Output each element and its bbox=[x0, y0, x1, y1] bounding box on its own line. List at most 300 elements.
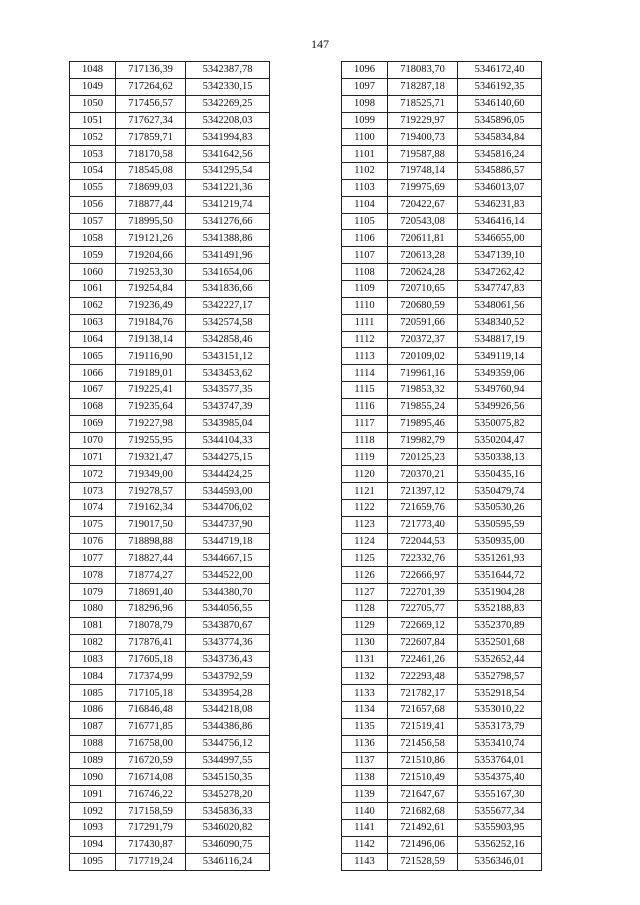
x-coordinate-cell: 719855,24 bbox=[388, 398, 458, 415]
point-number-cell: 1048 bbox=[70, 62, 116, 79]
point-number-cell: 1135 bbox=[342, 718, 388, 735]
x-coordinate-cell: 720680,59 bbox=[388, 297, 458, 314]
x-coordinate-cell: 717291,79 bbox=[116, 819, 186, 836]
point-number-cell: 1049 bbox=[70, 78, 116, 95]
point-number-cell: 1136 bbox=[342, 735, 388, 752]
table-row bbox=[70, 179, 270, 196]
x-coordinate-cell: 719227,98 bbox=[116, 415, 186, 432]
x-coordinate-cell: 719189,01 bbox=[116, 365, 186, 382]
x-coordinate-cell: 718296,96 bbox=[116, 601, 186, 618]
y-coordinate-cell: 5341654,06 bbox=[186, 264, 270, 281]
point-number-cell: 1078 bbox=[70, 567, 116, 584]
table-row bbox=[342, 129, 542, 146]
table-row bbox=[342, 348, 542, 365]
table-row bbox=[70, 836, 270, 853]
x-coordinate-cell: 720109,02 bbox=[388, 348, 458, 365]
y-coordinate-cell: 5350595,59 bbox=[458, 516, 542, 533]
point-number-cell: 1075 bbox=[70, 516, 116, 533]
table-row bbox=[342, 163, 542, 180]
x-coordinate-cell: 718170,58 bbox=[116, 146, 186, 163]
table-row bbox=[342, 62, 542, 79]
point-number-cell: 1107 bbox=[342, 247, 388, 264]
y-coordinate-cell: 5351904,28 bbox=[458, 584, 542, 601]
y-coordinate-cell: 5342858,46 bbox=[186, 331, 270, 348]
x-coordinate-cell: 719121,26 bbox=[116, 230, 186, 247]
y-coordinate-cell: 5344756,12 bbox=[186, 735, 270, 752]
y-coordinate-cell: 5349760,94 bbox=[458, 382, 542, 399]
table-row bbox=[342, 735, 542, 752]
y-coordinate-cell: 5348817,19 bbox=[458, 331, 542, 348]
table-row bbox=[342, 297, 542, 314]
point-number-cell: 1139 bbox=[342, 786, 388, 803]
y-coordinate-cell: 5341388,86 bbox=[186, 230, 270, 247]
point-number-cell: 1110 bbox=[342, 297, 388, 314]
y-coordinate-cell: 5348061,56 bbox=[458, 297, 542, 314]
x-coordinate-cell: 717430,87 bbox=[116, 836, 186, 853]
x-coordinate-cell: 718898,88 bbox=[116, 533, 186, 550]
y-coordinate-cell: 5349359,06 bbox=[458, 365, 542, 382]
y-coordinate-cell: 5350435,16 bbox=[458, 466, 542, 483]
y-coordinate-cell: 5350935,00 bbox=[458, 533, 542, 550]
x-coordinate-cell: 719587,88 bbox=[388, 146, 458, 163]
y-coordinate-cell: 5343747,39 bbox=[186, 398, 270, 415]
y-coordinate-cell: 5345836,33 bbox=[186, 803, 270, 820]
x-coordinate-cell: 716846,48 bbox=[116, 702, 186, 719]
y-coordinate-cell: 5344522,00 bbox=[186, 567, 270, 584]
point-number-cell: 1115 bbox=[342, 382, 388, 399]
y-coordinate-cell: 5348340,52 bbox=[458, 314, 542, 331]
y-coordinate-cell: 5349119,14 bbox=[458, 348, 542, 365]
table-row bbox=[342, 601, 542, 618]
x-coordinate-cell: 721496,06 bbox=[388, 836, 458, 853]
x-coordinate-cell: 718827,44 bbox=[116, 550, 186, 567]
point-number-cell: 1058 bbox=[70, 230, 116, 247]
point-number-cell: 1127 bbox=[342, 584, 388, 601]
y-coordinate-cell: 5353764,01 bbox=[458, 752, 542, 769]
y-coordinate-cell: 5346013,07 bbox=[458, 179, 542, 196]
y-coordinate-cell: 5353173,79 bbox=[458, 718, 542, 735]
x-coordinate-cell: 719229,97 bbox=[388, 112, 458, 129]
x-coordinate-cell: 718083,70 bbox=[388, 62, 458, 79]
y-coordinate-cell: 5341219,74 bbox=[186, 196, 270, 213]
x-coordinate-cell: 722293,48 bbox=[388, 668, 458, 685]
table-row bbox=[70, 398, 270, 415]
point-number-cell: 1094 bbox=[70, 836, 116, 853]
point-number-cell: 1054 bbox=[70, 163, 116, 180]
point-number-cell: 1105 bbox=[342, 213, 388, 230]
point-number-cell: 1126 bbox=[342, 567, 388, 584]
point-number-cell: 1113 bbox=[342, 348, 388, 365]
point-number-cell: 1070 bbox=[70, 432, 116, 449]
x-coordinate-cell: 720372,37 bbox=[388, 331, 458, 348]
y-coordinate-cell: 5341276,66 bbox=[186, 213, 270, 230]
table-row bbox=[70, 634, 270, 651]
x-coordinate-cell: 720422,67 bbox=[388, 196, 458, 213]
table-row bbox=[70, 735, 270, 752]
y-coordinate-cell: 5341836,66 bbox=[186, 280, 270, 297]
point-number-cell: 1129 bbox=[342, 617, 388, 634]
x-coordinate-cell: 718774,27 bbox=[116, 567, 186, 584]
table-row bbox=[342, 415, 542, 432]
y-coordinate-cell: 5342330,15 bbox=[186, 78, 270, 95]
table-row bbox=[70, 213, 270, 230]
x-coordinate-cell: 720591,66 bbox=[388, 314, 458, 331]
table-row bbox=[342, 146, 542, 163]
point-number-cell: 1106 bbox=[342, 230, 388, 247]
point-number-cell: 1130 bbox=[342, 634, 388, 651]
table-row bbox=[342, 449, 542, 466]
table-row bbox=[70, 230, 270, 247]
point-number-cell: 1128 bbox=[342, 601, 388, 618]
x-coordinate-cell: 719204,66 bbox=[116, 247, 186, 264]
table-row bbox=[342, 398, 542, 415]
point-number-cell: 1053 bbox=[70, 146, 116, 163]
table-row bbox=[70, 769, 270, 786]
point-number-cell: 1066 bbox=[70, 365, 116, 382]
table-row bbox=[342, 382, 542, 399]
point-number-cell: 1098 bbox=[342, 95, 388, 112]
x-coordinate-cell: 719236,49 bbox=[116, 297, 186, 314]
point-number-cell: 1088 bbox=[70, 735, 116, 752]
x-coordinate-cell: 720624,28 bbox=[388, 264, 458, 281]
x-coordinate-cell: 718078,79 bbox=[116, 617, 186, 634]
x-coordinate-cell: 719253,30 bbox=[116, 264, 186, 281]
point-number-cell: 1087 bbox=[70, 718, 116, 735]
table-row bbox=[70, 163, 270, 180]
point-number-cell: 1123 bbox=[342, 516, 388, 533]
table-row bbox=[342, 230, 542, 247]
table-row bbox=[342, 516, 542, 533]
table-row bbox=[70, 533, 270, 550]
table-row bbox=[70, 617, 270, 634]
y-coordinate-cell: 5350338,13 bbox=[458, 449, 542, 466]
x-coordinate-cell: 719184,76 bbox=[116, 314, 186, 331]
point-number-cell: 1086 bbox=[70, 702, 116, 719]
table-row bbox=[342, 331, 542, 348]
table-row bbox=[70, 752, 270, 769]
y-coordinate-cell: 5342574,58 bbox=[186, 314, 270, 331]
y-coordinate-cell: 5345896,05 bbox=[458, 112, 542, 129]
point-number-cell: 1104 bbox=[342, 196, 388, 213]
x-coordinate-cell: 717264,62 bbox=[116, 78, 186, 95]
point-number-cell: 1093 bbox=[70, 819, 116, 836]
x-coordinate-cell: 719961,16 bbox=[388, 365, 458, 382]
x-coordinate-cell: 721397,12 bbox=[388, 483, 458, 500]
table-row bbox=[342, 314, 542, 331]
x-coordinate-cell: 717605,18 bbox=[116, 651, 186, 668]
x-coordinate-cell: 717136,39 bbox=[116, 62, 186, 79]
point-number-cell: 1095 bbox=[70, 853, 116, 870]
y-coordinate-cell: 5344737,90 bbox=[186, 516, 270, 533]
point-number-cell: 1114 bbox=[342, 365, 388, 382]
x-coordinate-cell: 721657,68 bbox=[388, 702, 458, 719]
point-number-cell: 1065 bbox=[70, 348, 116, 365]
table-row bbox=[342, 718, 542, 735]
table-row bbox=[70, 415, 270, 432]
y-coordinate-cell: 5341221,36 bbox=[186, 179, 270, 196]
point-number-cell: 1131 bbox=[342, 651, 388, 668]
table-row bbox=[70, 803, 270, 820]
point-number-cell: 1138 bbox=[342, 769, 388, 786]
point-number-cell: 1112 bbox=[342, 331, 388, 348]
x-coordinate-cell: 721510,49 bbox=[388, 769, 458, 786]
y-coordinate-cell: 5346655,00 bbox=[458, 230, 542, 247]
table-row bbox=[70, 331, 270, 348]
y-coordinate-cell: 5344218,08 bbox=[186, 702, 270, 719]
x-coordinate-cell: 721510,86 bbox=[388, 752, 458, 769]
point-number-cell: 1091 bbox=[70, 786, 116, 803]
point-number-cell: 1141 bbox=[342, 819, 388, 836]
x-coordinate-cell: 720710,65 bbox=[388, 280, 458, 297]
table-row bbox=[342, 685, 542, 702]
table-row bbox=[70, 432, 270, 449]
x-coordinate-cell: 721519,41 bbox=[388, 718, 458, 735]
point-number-cell: 1092 bbox=[70, 803, 116, 820]
table-row bbox=[70, 365, 270, 382]
y-coordinate-cell: 5347262,42 bbox=[458, 264, 542, 281]
table-row bbox=[342, 78, 542, 95]
x-coordinate-cell: 722705,77 bbox=[388, 601, 458, 618]
point-number-cell: 1077 bbox=[70, 550, 116, 567]
table-row bbox=[70, 786, 270, 803]
table-row bbox=[342, 112, 542, 129]
x-coordinate-cell: 718691,40 bbox=[116, 584, 186, 601]
point-number-cell: 1052 bbox=[70, 129, 116, 146]
table-row bbox=[342, 264, 542, 281]
table-row bbox=[70, 129, 270, 146]
point-number-cell: 1057 bbox=[70, 213, 116, 230]
x-coordinate-cell: 719975,69 bbox=[388, 179, 458, 196]
y-coordinate-cell: 5351261,93 bbox=[458, 550, 542, 567]
point-number-cell: 1072 bbox=[70, 466, 116, 483]
x-coordinate-cell: 719235,64 bbox=[116, 398, 186, 415]
point-number-cell: 1117 bbox=[342, 415, 388, 432]
x-coordinate-cell: 717719,24 bbox=[116, 853, 186, 870]
y-coordinate-cell: 5350530,26 bbox=[458, 499, 542, 516]
x-coordinate-cell: 717876,41 bbox=[116, 634, 186, 651]
y-coordinate-cell: 5341491,96 bbox=[186, 247, 270, 264]
y-coordinate-cell: 5347747,83 bbox=[458, 280, 542, 297]
y-coordinate-cell: 5352370,89 bbox=[458, 617, 542, 634]
y-coordinate-cell: 5344706,02 bbox=[186, 499, 270, 516]
x-coordinate-cell: 719138,14 bbox=[116, 331, 186, 348]
y-coordinate-cell: 5352652,44 bbox=[458, 651, 542, 668]
x-coordinate-cell: 718545,08 bbox=[116, 163, 186, 180]
point-number-cell: 1116 bbox=[342, 398, 388, 415]
table-row bbox=[342, 567, 542, 584]
point-number-cell: 1089 bbox=[70, 752, 116, 769]
table-row bbox=[70, 499, 270, 516]
y-coordinate-cell: 5343453,62 bbox=[186, 365, 270, 382]
point-number-cell: 1061 bbox=[70, 280, 116, 297]
y-coordinate-cell: 5349926,56 bbox=[458, 398, 542, 415]
y-coordinate-cell: 5342269,25 bbox=[186, 95, 270, 112]
point-number-cell: 1062 bbox=[70, 297, 116, 314]
table-row bbox=[70, 62, 270, 79]
point-number-cell: 1080 bbox=[70, 601, 116, 618]
y-coordinate-cell: 5344593,00 bbox=[186, 483, 270, 500]
y-coordinate-cell: 5343736,43 bbox=[186, 651, 270, 668]
table-row bbox=[70, 550, 270, 567]
point-number-cell: 1055 bbox=[70, 179, 116, 196]
point-number-cell: 1122 bbox=[342, 499, 388, 516]
point-number-cell: 1142 bbox=[342, 836, 388, 853]
point-number-cell: 1082 bbox=[70, 634, 116, 651]
table-row bbox=[70, 567, 270, 584]
y-coordinate-cell: 5350075,82 bbox=[458, 415, 542, 432]
point-number-cell: 1085 bbox=[70, 685, 116, 702]
y-coordinate-cell: 5345150,35 bbox=[186, 769, 270, 786]
x-coordinate-cell: 716758,00 bbox=[116, 735, 186, 752]
table-row bbox=[70, 247, 270, 264]
table-row bbox=[70, 297, 270, 314]
table-row bbox=[342, 668, 542, 685]
point-number-cell: 1143 bbox=[342, 853, 388, 870]
x-coordinate-cell: 722607,84 bbox=[388, 634, 458, 651]
point-number-cell: 1056 bbox=[70, 196, 116, 213]
table-row bbox=[70, 483, 270, 500]
point-number-cell: 1083 bbox=[70, 651, 116, 668]
x-coordinate-cell: 718995,50 bbox=[116, 213, 186, 230]
y-coordinate-cell: 5352918,54 bbox=[458, 685, 542, 702]
point-number-cell: 1120 bbox=[342, 466, 388, 483]
x-coordinate-cell: 721528,59 bbox=[388, 853, 458, 870]
x-coordinate-cell: 721647,67 bbox=[388, 786, 458, 803]
table-row bbox=[70, 516, 270, 533]
x-coordinate-cell: 718287,18 bbox=[388, 78, 458, 95]
x-coordinate-cell: 718699,03 bbox=[116, 179, 186, 196]
table-row bbox=[342, 280, 542, 297]
table-row bbox=[342, 483, 542, 500]
point-number-cell: 1111 bbox=[342, 314, 388, 331]
point-number-cell: 1059 bbox=[70, 247, 116, 264]
point-number-cell: 1076 bbox=[70, 533, 116, 550]
table-row bbox=[70, 449, 270, 466]
point-number-cell: 1064 bbox=[70, 331, 116, 348]
x-coordinate-cell: 719748,14 bbox=[388, 163, 458, 180]
x-coordinate-cell: 719017,50 bbox=[116, 516, 186, 533]
x-coordinate-cell: 722332,76 bbox=[388, 550, 458, 567]
y-coordinate-cell: 5342227,17 bbox=[186, 297, 270, 314]
y-coordinate-cell: 5345278,20 bbox=[186, 786, 270, 803]
x-coordinate-cell: 720543,08 bbox=[388, 213, 458, 230]
table-row bbox=[342, 786, 542, 803]
y-coordinate-cell: 5350204,47 bbox=[458, 432, 542, 449]
point-number-cell: 1073 bbox=[70, 483, 116, 500]
table-row bbox=[342, 95, 542, 112]
x-coordinate-cell: 717158,59 bbox=[116, 803, 186, 820]
table-row bbox=[70, 718, 270, 735]
table-row bbox=[70, 196, 270, 213]
x-coordinate-cell: 719278,57 bbox=[116, 483, 186, 500]
table-row bbox=[70, 685, 270, 702]
point-number-cell: 1071 bbox=[70, 449, 116, 466]
y-coordinate-cell: 5347139,10 bbox=[458, 247, 542, 264]
point-number-cell: 1108 bbox=[342, 264, 388, 281]
y-coordinate-cell: 5350479,74 bbox=[458, 483, 542, 500]
x-coordinate-cell: 719349,00 bbox=[116, 466, 186, 483]
y-coordinate-cell: 5344424,25 bbox=[186, 466, 270, 483]
y-coordinate-cell: 5344275,15 bbox=[186, 449, 270, 466]
y-coordinate-cell: 5355677,34 bbox=[458, 803, 542, 820]
page-number: 147 bbox=[311, 37, 329, 51]
point-number-cell: 1074 bbox=[70, 499, 116, 516]
x-coordinate-cell: 721782,17 bbox=[388, 685, 458, 702]
table-row bbox=[70, 382, 270, 399]
y-coordinate-cell: 5352501,68 bbox=[458, 634, 542, 651]
table-row bbox=[342, 819, 542, 836]
table-row bbox=[342, 466, 542, 483]
y-coordinate-cell: 5354375,40 bbox=[458, 769, 542, 786]
y-coordinate-cell: 5346020,82 bbox=[186, 819, 270, 836]
table-row bbox=[342, 247, 542, 264]
x-coordinate-cell: 717859,71 bbox=[116, 129, 186, 146]
table-row bbox=[342, 365, 542, 382]
point-number-cell: 1063 bbox=[70, 314, 116, 331]
y-coordinate-cell: 5343774,36 bbox=[186, 634, 270, 651]
x-coordinate-cell: 718877,44 bbox=[116, 196, 186, 213]
x-coordinate-cell: 722669,12 bbox=[388, 617, 458, 634]
table-row bbox=[342, 550, 542, 567]
point-number-cell: 1067 bbox=[70, 382, 116, 399]
point-number-cell: 1103 bbox=[342, 179, 388, 196]
x-coordinate-cell: 719321,47 bbox=[116, 449, 186, 466]
point-number-cell: 1124 bbox=[342, 533, 388, 550]
x-coordinate-cell: 721682,68 bbox=[388, 803, 458, 820]
y-coordinate-cell: 5344056,55 bbox=[186, 601, 270, 618]
y-coordinate-cell: 5355167,30 bbox=[458, 786, 542, 803]
y-coordinate-cell: 5346172,40 bbox=[458, 62, 542, 79]
coordinates-table-right bbox=[341, 61, 542, 871]
y-coordinate-cell: 5353010,22 bbox=[458, 702, 542, 719]
table-row bbox=[342, 617, 542, 634]
point-number-cell: 1133 bbox=[342, 685, 388, 702]
y-coordinate-cell: 5343954,28 bbox=[186, 685, 270, 702]
point-number-cell: 1119 bbox=[342, 449, 388, 466]
table-row bbox=[70, 584, 270, 601]
x-coordinate-cell: 717456,57 bbox=[116, 95, 186, 112]
point-number-cell: 1100 bbox=[342, 129, 388, 146]
point-number-cell: 1134 bbox=[342, 702, 388, 719]
table-row bbox=[70, 280, 270, 297]
x-coordinate-cell: 719254,84 bbox=[116, 280, 186, 297]
point-number-cell: 1140 bbox=[342, 803, 388, 820]
y-coordinate-cell: 5355903,95 bbox=[458, 819, 542, 836]
x-coordinate-cell: 720125,23 bbox=[388, 449, 458, 466]
y-coordinate-cell: 5344719,18 bbox=[186, 533, 270, 550]
y-coordinate-cell: 5344386,86 bbox=[186, 718, 270, 735]
y-coordinate-cell: 5346192,35 bbox=[458, 78, 542, 95]
x-coordinate-cell: 720613,28 bbox=[388, 247, 458, 264]
y-coordinate-cell: 5343792,59 bbox=[186, 668, 270, 685]
y-coordinate-cell: 5342387,78 bbox=[186, 62, 270, 79]
x-coordinate-cell: 719895,46 bbox=[388, 415, 458, 432]
y-coordinate-cell: 5353410,74 bbox=[458, 735, 542, 752]
table-row bbox=[342, 836, 542, 853]
table-row bbox=[70, 112, 270, 129]
table-row bbox=[70, 466, 270, 483]
table-row bbox=[342, 533, 542, 550]
y-coordinate-cell: 5346090,75 bbox=[186, 836, 270, 853]
table-row bbox=[70, 264, 270, 281]
table-row bbox=[342, 584, 542, 601]
table-row bbox=[70, 668, 270, 685]
point-number-cell: 1109 bbox=[342, 280, 388, 297]
point-number-cell: 1137 bbox=[342, 752, 388, 769]
x-coordinate-cell: 717627,34 bbox=[116, 112, 186, 129]
coordinates-table-left bbox=[69, 61, 270, 871]
x-coordinate-cell: 719853,32 bbox=[388, 382, 458, 399]
